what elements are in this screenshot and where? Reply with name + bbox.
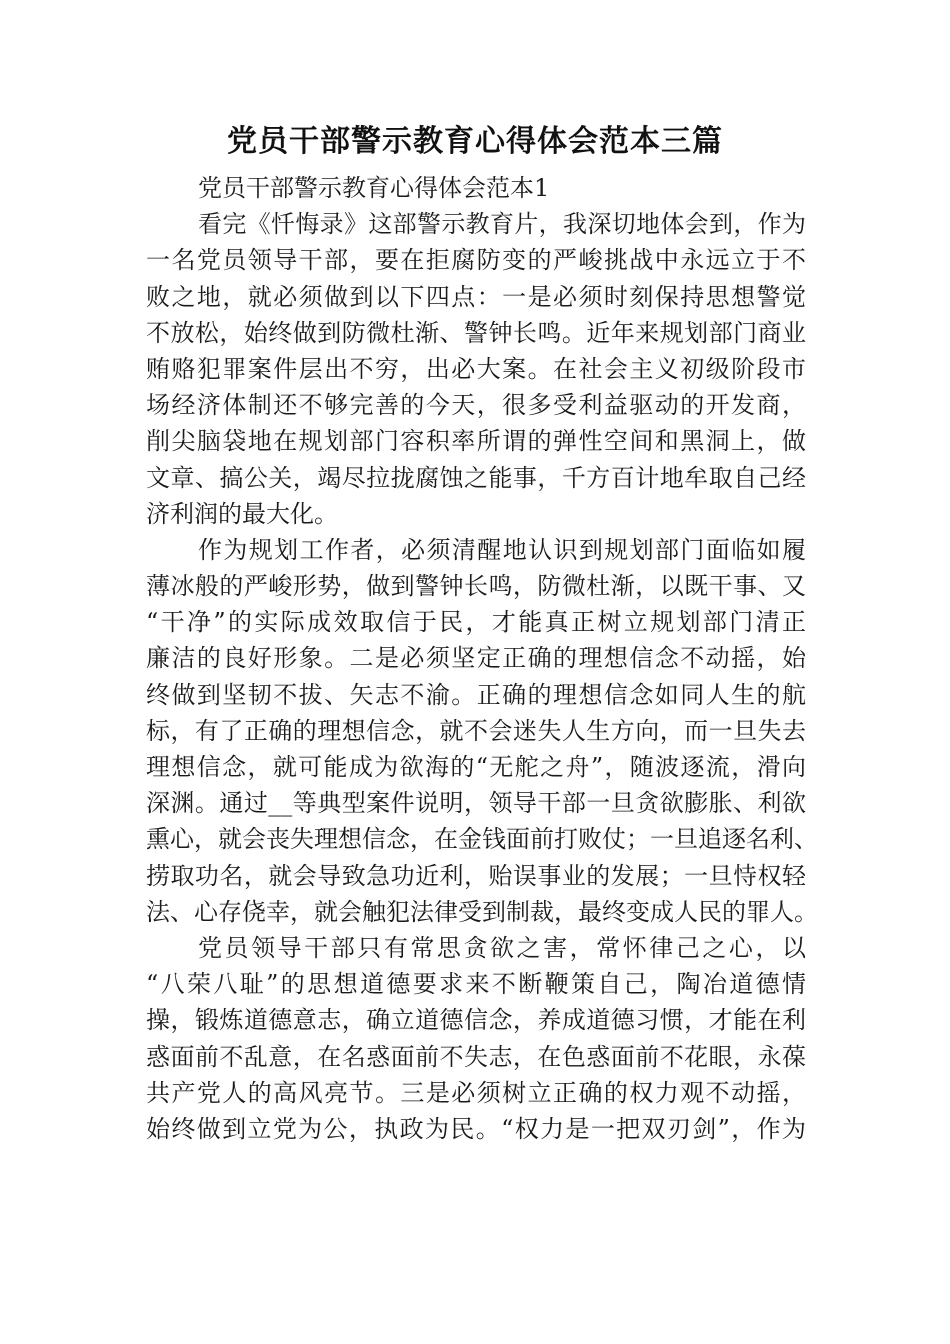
paragraph-line: 败之地，就必须做到以下四点：一是必须时刻保持思想警觉 (146, 282, 806, 311)
paragraph-line: “八荣八耻”的思想道德要求来不断鞭策自己，陶冶道德情 (146, 970, 806, 999)
paragraph-line: 党员领导干部只有常思贪欲之害，常怀律己之心，以 (198, 933, 806, 962)
paragraph-line: 作为规划工作者，必须清醒地认识到规划部门面临如履 (198, 535, 806, 564)
paragraph-line: 济利润的最大化。 (146, 499, 338, 528)
paragraph-line: 熏心，就会丧失理想信念，在金钱面前打败仗；一旦追逐名利、 (146, 825, 818, 854)
paragraph-line: 法、心存侥幸，就会触犯法律受到制裁，最终变成人民的罪人。 (146, 897, 818, 926)
paragraph-line: 共产党人的高风亮节。三是必须树立正确的权力观不动摇， (146, 1078, 806, 1107)
paragraph-line: 终做到坚韧不拔、矢志不渝。正确的理想信念如同人生的航 (146, 680, 806, 709)
paragraph-line: 始终做到立党为公，执政为民。“权力是一把双刃剑”，作为 (146, 1114, 806, 1143)
paragraph-line: 惑面前不乱意，在名惑面前不失志，在色惑面前不花眼，永葆 (146, 1042, 806, 1071)
paragraph-line: “干净”的实际成效取信于民，才能真正树立规划部门清正 (146, 608, 806, 637)
paragraph-line: 场经济体制还不够完善的今天，很多受利益驱动的开发商， (146, 391, 806, 420)
paragraph-line: 深渊。通过__等典型案件说明，领导干部一旦贪欲膨胀、利欲 (146, 789, 806, 818)
paragraph-line: 贿赂犯罪案件层出不穷，出必大案。在社会主义初级阶段市 (146, 354, 806, 383)
document-body (146, 170, 818, 1147)
paragraph-line: 薄冰般的严峻形势，做到警钟长鸣，防微杜渐，以既干事、又 (146, 572, 806, 601)
paragraph-line: 削尖脑袋地在规划部门容积率所谓的弹性空间和黑洞上，做 (146, 427, 806, 456)
paragraph-line: 捞取功名，就会导致急功近利，贻误事业的发展；一旦恃权轻 (146, 861, 806, 890)
paragraph-line: 操，锻炼道德意志，确立道德信念，养成道德习惯，才能在利 (146, 1006, 806, 1035)
paragraph-line: 廉洁的良好形象。二是必须坚定正确的理想信念不动摇，始 (146, 644, 806, 673)
paragraph-1 (146, 206, 806, 532)
paragraph-line: 理想信念，就可能成为欲海的“无舵之舟”，随波逐流，滑向 (146, 753, 806, 781)
document-title: 党员干部警示教育心得体会范本三篇 (227, 124, 723, 159)
paragraph-line: 标，有了正确的理想信念，就不会迷失人生方向，而一旦失去 (146, 716, 806, 745)
paragraph-line: 不放松，始终做到防微杜渐、警钟长鸣。近年来规划部门商业 (146, 318, 806, 347)
paragraph-3 (146, 930, 806, 1147)
paragraph-2 (146, 532, 818, 930)
section-subtitle: 党员干部警示教育心得体会范本1 (198, 174, 550, 202)
paragraph-line: 一名党员领导干部，要在拒腐防变的严峻挑战中永远立于不 (146, 246, 806, 275)
paragraph-line: 看完《忏悔录》这部警示教育片，我深切地体会到，作为 (198, 210, 806, 239)
paragraph-line: 文章、搞公关，竭尽拉拢腐蚀之能事，千方百计地牟取自己经 (146, 463, 806, 492)
